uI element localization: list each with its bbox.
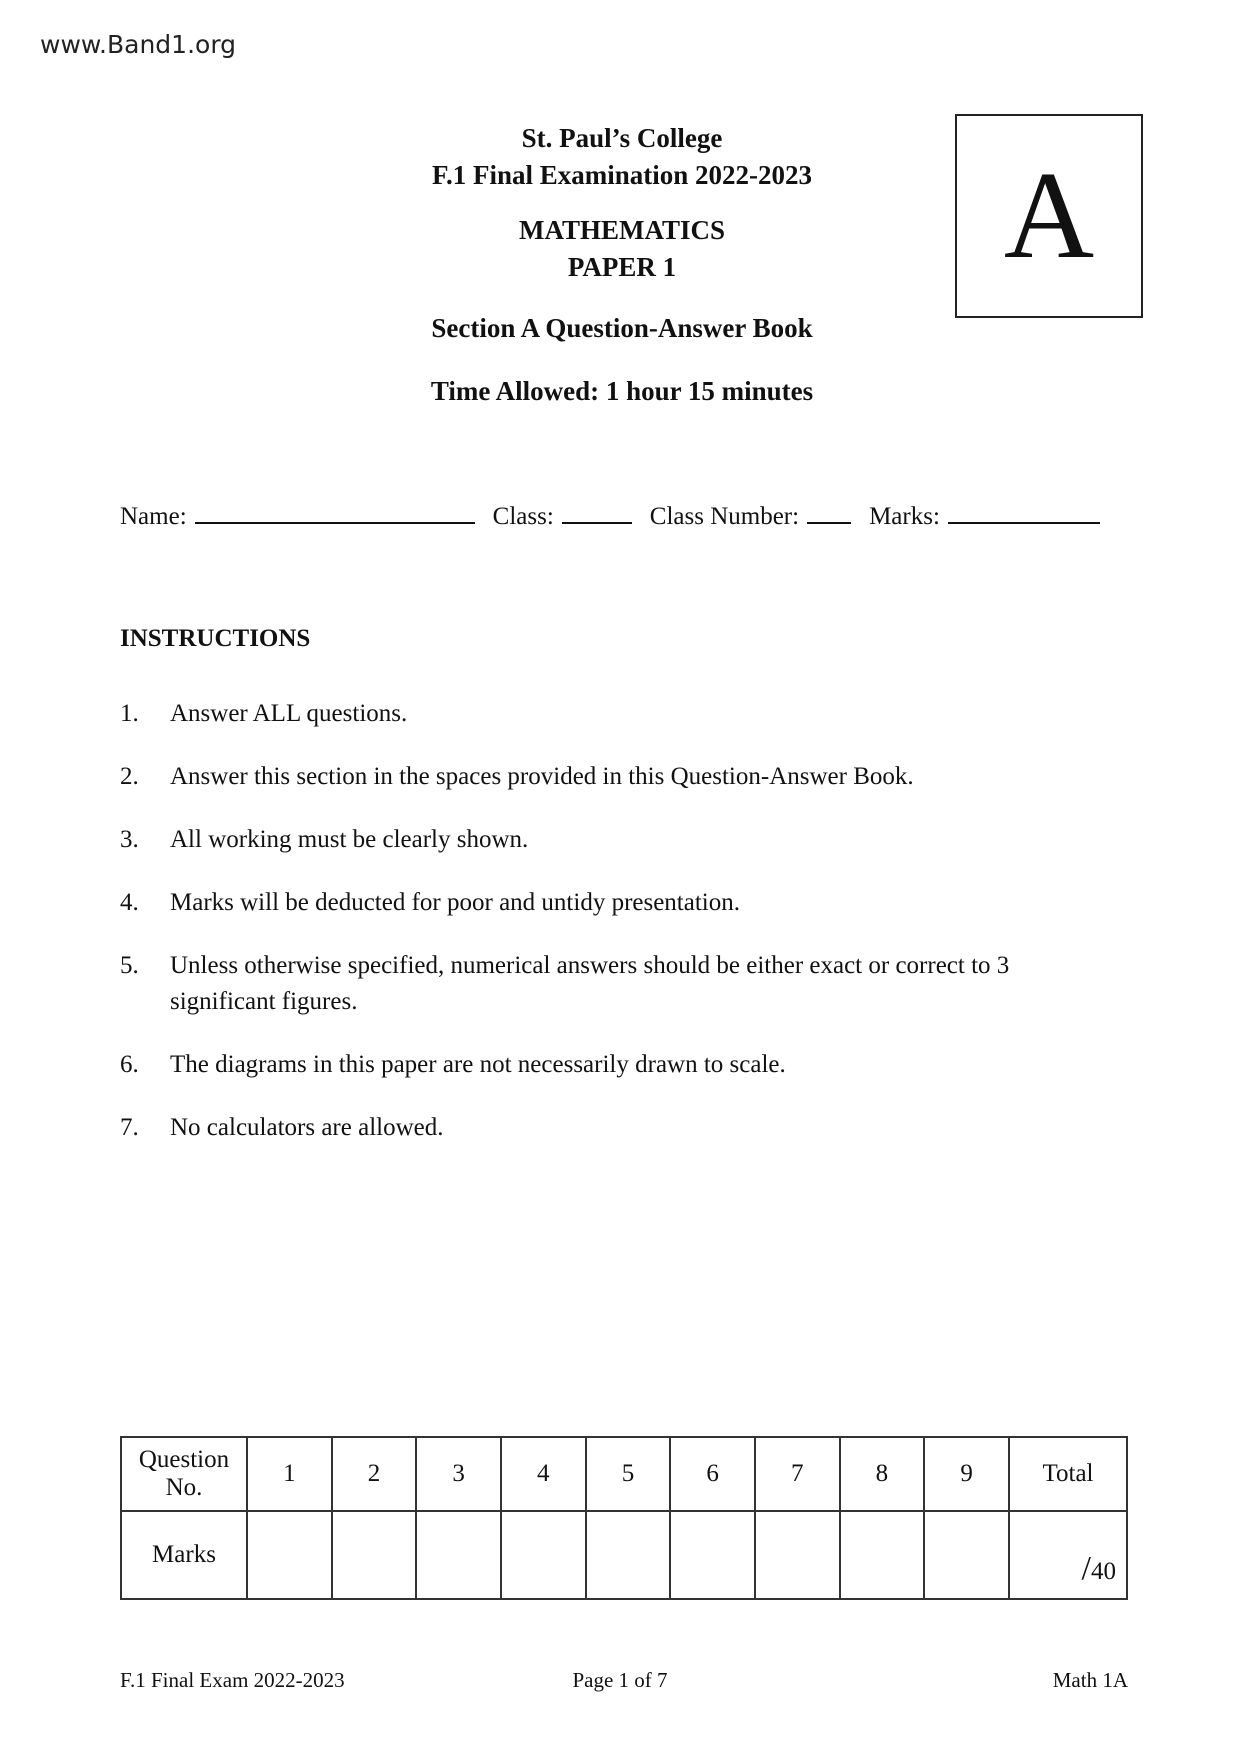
- question-number-row: [121, 1437, 1127, 1511]
- question-number-cell: 8: [840, 1437, 925, 1511]
- marks-table: [120, 1436, 1128, 1600]
- time-allowed: Time Allowed: 1 hour 15 minutes: [430, 376, 814, 406]
- instruction-item: [120, 759, 1080, 795]
- instruction-text: All working must be clearly shown.: [170, 826, 529, 853]
- instruction-item: [120, 948, 1080, 1020]
- instruction-item: [120, 1110, 1080, 1146]
- instruction-number: 3.: [120, 826, 139, 853]
- footer-page-number: Page 1 of 7: [572, 1668, 668, 1692]
- class-number-label: Class Number:: [649, 503, 800, 530]
- instruction-number: 7.: [120, 1114, 139, 1141]
- exam-header: [380, 120, 864, 410]
- question-number-cell: 3: [416, 1437, 501, 1511]
- question-number-cell: 5: [586, 1437, 671, 1511]
- marks-cell: [924, 1511, 1009, 1599]
- exam-title: F.1 Final Examination 2022-2023: [431, 160, 813, 190]
- total-header: Total: [1009, 1437, 1127, 1511]
- subject-title: MATHEMATICS: [518, 215, 725, 245]
- student-info-fields: [120, 500, 1130, 531]
- name-label: Name:: [120, 503, 187, 530]
- total-max-marks: 40: [1091, 1558, 1116, 1585]
- class-label: Class:: [492, 503, 554, 530]
- total-marks-cell: [1009, 1511, 1127, 1599]
- marks-field[interactable]: [869, 500, 1100, 531]
- class-number-blank[interactable]: [807, 500, 851, 524]
- instruction-number: 4.: [120, 889, 139, 916]
- question-number-cell: 4: [501, 1437, 586, 1511]
- marks-label: Marks:: [869, 503, 940, 530]
- name-blank[interactable]: [195, 500, 475, 524]
- section-title: Section A Question-Answer Book: [431, 313, 813, 343]
- marks-cell: [501, 1511, 586, 1599]
- marks-cell: [670, 1511, 755, 1599]
- instruction-item: [120, 696, 1080, 732]
- instruction-text: Marks will be deducted for poor and untidy presentation.: [170, 889, 740, 916]
- question-number-cell: 6: [670, 1437, 755, 1511]
- total-slash: /: [1081, 1550, 1091, 1587]
- marks-header: Marks: [121, 1511, 247, 1599]
- marks-row: [121, 1511, 1127, 1599]
- instruction-text: No calculators are allowed.: [170, 1114, 444, 1141]
- name-field[interactable]: [120, 500, 475, 531]
- class-number-field[interactable]: [650, 500, 851, 531]
- instructions-title: INSTRUCTIONS: [120, 625, 311, 652]
- marks-cell: [586, 1511, 671, 1599]
- instruction-item: [120, 885, 1080, 921]
- question-number-cell: 7: [755, 1437, 840, 1511]
- instruction-item: [120, 1047, 1080, 1083]
- section-letter: A: [1003, 146, 1095, 285]
- watermark-url: www.Band1.org: [40, 30, 237, 59]
- class-field[interactable]: [493, 500, 632, 531]
- marks-cell: [247, 1511, 332, 1599]
- instruction-number: 2.: [120, 763, 139, 790]
- question-number-cell: 1: [247, 1437, 332, 1511]
- question-no-header: Question No.: [121, 1437, 247, 1511]
- instruction-text: Answer this section in the spaces provided in this Question-Answer Book.: [170, 763, 914, 790]
- marks-cell: [332, 1511, 417, 1599]
- instruction-number: 6.: [120, 1051, 139, 1078]
- marks-cell: [755, 1511, 840, 1599]
- marks-cell: [840, 1511, 925, 1599]
- footer-exam-name: F.1 Final Exam 2022-2023: [120, 1668, 345, 1692]
- instruction-number: 1.: [120, 700, 139, 727]
- question-number-cell: 9: [924, 1437, 1009, 1511]
- school-name: St. Paul’s College: [521, 123, 723, 153]
- question-number-cell: 2: [332, 1437, 417, 1511]
- instruction-item: [120, 822, 1080, 858]
- instructions-list: [120, 696, 1080, 1173]
- class-blank[interactable]: [562, 500, 632, 524]
- paper-title: PAPER 1: [567, 252, 677, 282]
- instruction-text: Answer ALL questions.: [170, 700, 408, 727]
- footer-paper-code: Math 1A: [1052, 1668, 1128, 1692]
- marks-cell: [416, 1511, 501, 1599]
- instruction-number: 5.: [120, 952, 139, 979]
- marks-blank[interactable]: [948, 500, 1100, 524]
- instruction-text: The diagrams in this paper are not necessarily drawn to scale.: [170, 1051, 786, 1078]
- instruction-text: Unless otherwise specified, numerical answers should be either exact or correct to 3 significant figures.: [170, 952, 1010, 1015]
- section-letter-box: [955, 114, 1143, 318]
